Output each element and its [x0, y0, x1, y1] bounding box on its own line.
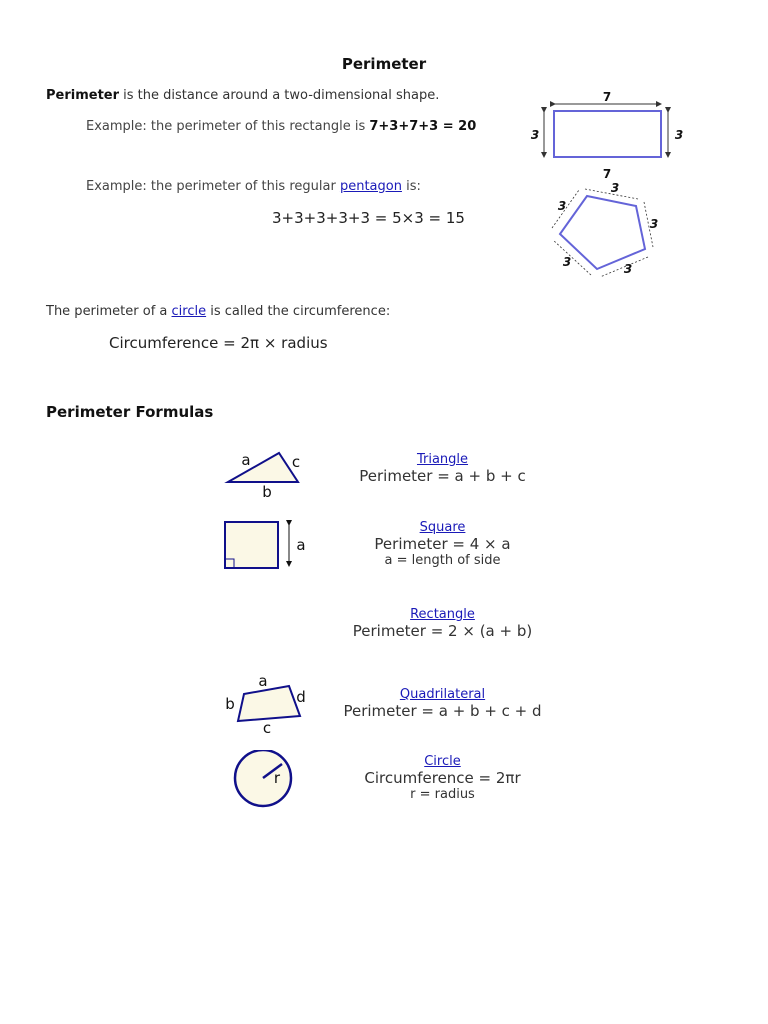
rectangle-link[interactable]: Rectangle — [410, 607, 475, 622]
circle-label-r: r — [273, 769, 281, 787]
example-rectangle — [86, 119, 476, 134]
intro-rest: is the distance around a two-dimensional shape. — [119, 88, 440, 103]
circle-paragraph — [46, 304, 390, 319]
circle-note: r = radius — [410, 787, 475, 802]
intro-paragraph — [46, 88, 439, 103]
example-rectangle-sum: 7+3+7+3 = 20 — [369, 119, 477, 134]
rectangle-name[interactable] — [300, 607, 585, 622]
circle-diagram — [228, 750, 298, 808]
perimeter-term: Perimeter — [46, 88, 120, 103]
circle-name[interactable] — [300, 754, 585, 769]
triangle-formula: Perimeter = a + b + c — [359, 467, 526, 485]
triangle-label-c: c — [291, 453, 301, 471]
circle-formula-link[interactable]: Circle — [424, 754, 461, 769]
pent-label-right: 3 — [649, 217, 659, 231]
quadrilateral-shape — [238, 686, 300, 721]
circle-link[interactable]: circle — [171, 304, 207, 319]
circle-text-after: is called the circumference: — [206, 304, 391, 319]
example-rectangle-text: Example: the perimeter of this rectangle is — [86, 119, 370, 134]
quadrilateral-link[interactable]: Quadrilateral — [399, 687, 486, 702]
triangle-shape — [228, 453, 301, 482]
quadrilateral-formula: Perimeter = a + b + c + d — [343, 702, 542, 720]
quad-label-a: a — [258, 672, 268, 690]
quad-label-b: b — [225, 695, 235, 713]
rectangle-shape — [554, 111, 661, 157]
pent-label-bottom-left: 3 — [562, 255, 572, 269]
example-pentagon — [86, 179, 421, 194]
quad-label-d: d — [296, 688, 306, 706]
pent-label-bottom-right: 3 — [623, 262, 633, 276]
circle-formula: Circumference = 2πr — [364, 769, 521, 787]
rect-bottom-label: 7 — [602, 167, 612, 181]
example-pentagon-after: is: — [401, 179, 421, 194]
pentagon-link[interactable]: pentagon — [339, 179, 402, 194]
pentagon-diagram — [548, 180, 668, 280]
pent-label-top: 3 — [610, 181, 620, 195]
pent-label-left: 3 — [557, 199, 567, 213]
square-formula: Perimeter = 4 × a — [374, 535, 511, 553]
rect-right-label: 3 — [674, 128, 684, 142]
pentagon-equation: 3+3+3+3+3 = 5×3 = 15 — [272, 209, 465, 227]
quadrilateral-name[interactable] — [300, 687, 585, 702]
triangle-name[interactable] — [300, 452, 585, 467]
rect-left-label: 3 — [530, 128, 540, 142]
triangle-label-a: a — [241, 451, 251, 469]
square-note: a = length of side — [384, 553, 501, 568]
rect-top-label: 7 — [602, 90, 612, 104]
square-link[interactable]: Square — [419, 520, 466, 535]
square-shape — [225, 522, 278, 568]
rectangle-diagram — [525, 88, 695, 184]
triangle-link[interactable]: Triangle — [416, 452, 469, 467]
quad-label-c: c — [262, 719, 272, 737]
example-pentagon-text: Example: the perimeter of this regular — [86, 179, 340, 194]
triangle-label-b: b — [262, 483, 272, 501]
circumference-equation: Circumference = 2π × radius — [109, 334, 328, 352]
page-title: Perimeter — [341, 55, 427, 73]
rectangle-formula: Perimeter = 2 × (a + b) — [352, 622, 533, 640]
triangle-diagram — [222, 448, 312, 502]
formulas-heading: Perimeter Formulas — [46, 403, 214, 421]
circle-text-before: The perimeter of a — [46, 304, 172, 319]
square-label-a: a — [296, 536, 306, 554]
square-name[interactable] — [300, 520, 585, 535]
